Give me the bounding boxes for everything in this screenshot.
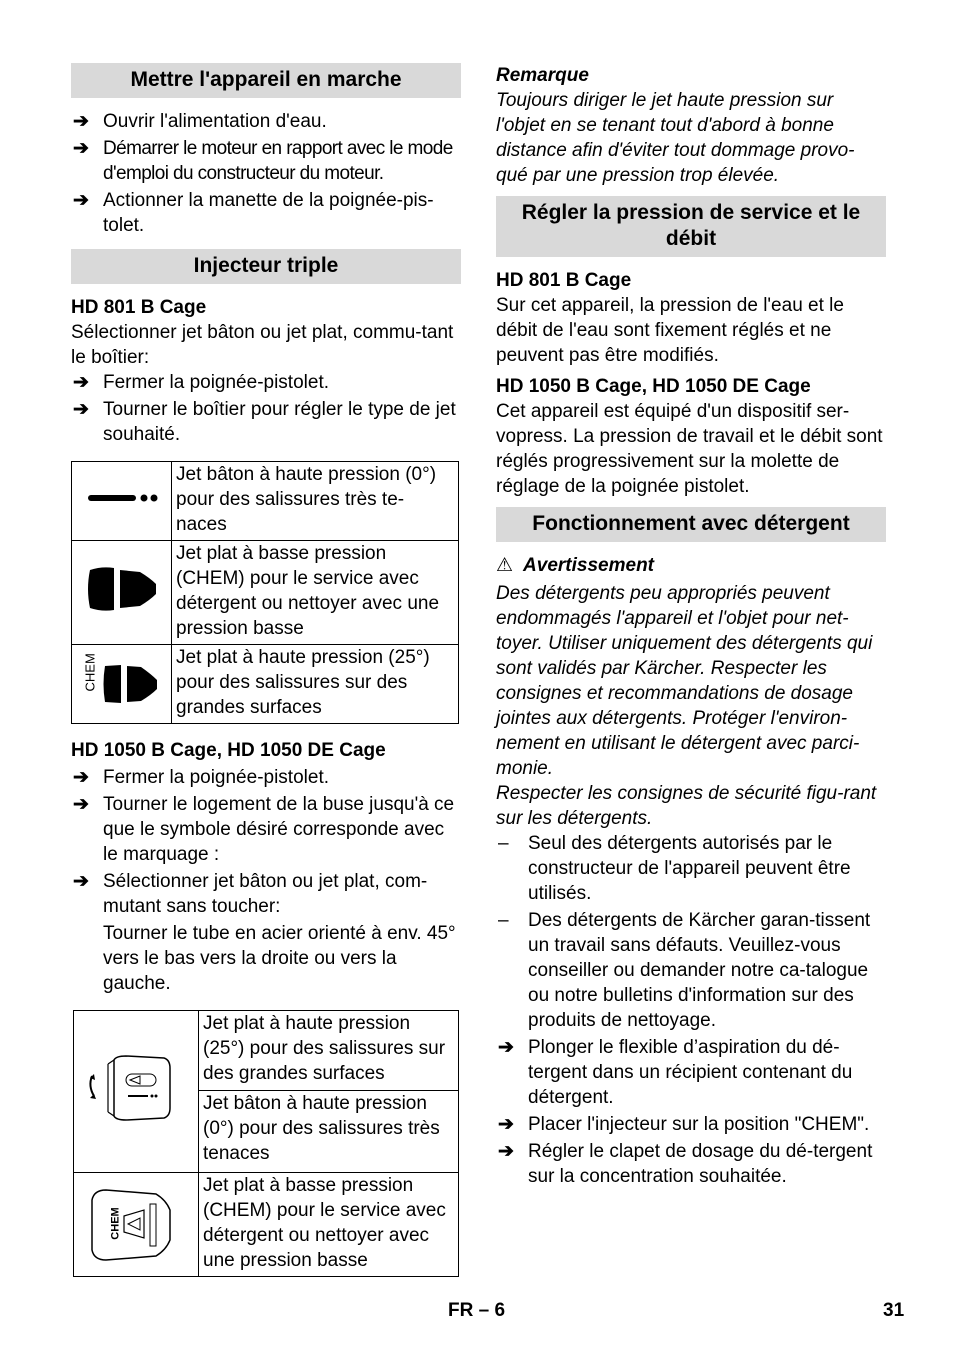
- dash-icon: –: [498, 910, 509, 931]
- instruction-step: ➔ Actionner la manette de la poignée-pis-tolet.: [73, 190, 434, 236]
- instruction-step: ➔ Sélectionner jet bâton ou jet plat, com-mutant sans toucher:: [73, 871, 428, 917]
- paragraph: Cet appareil est équipé d'un dispositif ser-vopress. La pression de travail et le débit sont réglés progressivement sur la molette de réglage de la poignée pistolet.: [496, 401, 883, 497]
- nozzle-table-2: [73, 1010, 459, 1277]
- arrow-icon: ➔: [73, 190, 89, 211]
- arrow-icon: ➔: [73, 399, 89, 420]
- arrow-icon: ➔: [498, 1114, 514, 1135]
- arrow-icon: ➔: [498, 1141, 514, 1162]
- dash-icon: –: [498, 833, 509, 854]
- table-cell: Jet plat à haute pression (25°) pour des salissures sur des grandes surfaces: [199, 1011, 459, 1091]
- table-cell: Jet bâton à haute pression (0°) pour des salissures très te-naces: [172, 462, 459, 541]
- warning-icon: ⚠: [496, 555, 514, 576]
- warning-text: Des détergents peu appropriés peuvent endommagés l'appareil et l'objet pour net-toyer. Utiliser uniquement des détergents qui sont validés par Kärcher. Respecter les consignes et recommandations de dosage jointes aux détergents. Protéger l'environ-nement en utilisant le détergent avec parci-monie.: [496, 583, 873, 779]
- instruction-step: ➔ Ouvrir l'alimentation d'eau.: [73, 111, 327, 132]
- model-heading: HD 801 B Cage: [71, 297, 207, 318]
- instruction-step: ➔ Fermer la poignée-pistolet.: [73, 372, 329, 393]
- chem-label: CHEM: [109, 1206, 122, 1240]
- paragraph: Sélectionner jet bâton ou jet plat, commu-tant le boîtier:: [71, 322, 454, 368]
- left-column: [71, 63, 461, 1277]
- arrow-icon: ➔: [73, 794, 89, 815]
- jet-flat-high-pressure-icon: [72, 645, 172, 724]
- nozzle-rotate-icon: [74, 1011, 199, 1173]
- model-heading: HD 1050 B Cage, HD 1050 DE Cage: [496, 376, 811, 397]
- arrow-icon: ➔: [73, 767, 89, 788]
- jet-pencil-icon: [72, 462, 172, 541]
- list-item: – Des détergents de Kärcher garan-tissent un travail sans défauts. Veuillez-vous conseiller ou demander notre ca-talogue ou notre bulletins d'information sur des produits de nettoyage.: [498, 910, 871, 1031]
- arrow-icon: ➔: [73, 871, 89, 892]
- warning-text: Respecter les consignes de sécurité figu-rant sur les détergents.: [496, 783, 877, 829]
- section-heading-injector: Injecteur triple: [71, 249, 461, 284]
- chem-label: CHEM: [82, 652, 97, 691]
- warning-heading: ⚠ Avertissement: [496, 555, 654, 576]
- model-heading: HD 1050 B Cage, HD 1050 DE Cage: [71, 740, 386, 761]
- table-cell: Jet plat à basse pression (CHEM) pour le service avec détergent ou nettoyer avec une pression basse: [199, 1173, 459, 1277]
- arrow-icon: ➔: [73, 138, 89, 159]
- section-heading-pressure: Régler la pression de service et le débit: [496, 196, 886, 257]
- section-heading-detergent: Fonctionnement avec détergent: [496, 507, 886, 542]
- instruction-step: ➔ Tourner le boîtier pour régler le type de jet souhaité.: [73, 399, 456, 445]
- table-cell: Jet plat à haute pression (25°) pour des salissures sur des grandes surfaces: [172, 645, 459, 724]
- paragraph: Sur cet appareil, la pression de l'eau et le débit de l'eau sont fixement réglés et ne peuvent pas être modifiés.: [496, 295, 844, 366]
- arrow-icon: ➔: [498, 1037, 514, 1058]
- table-cell: Jet plat à basse pression (CHEM) pour le service avec détergent ou nettoyer avec une pression basse: [172, 541, 459, 645]
- nozzle-chem-icon: [74, 1173, 199, 1277]
- nozzle-table-1: [71, 461, 459, 724]
- table-row: [72, 645, 459, 724]
- page-number: 31: [883, 1300, 905, 1321]
- instruction-step: ➔ Fermer la poignée-pistolet.: [73, 767, 329, 788]
- page-label: FR – 6: [448, 1300, 506, 1321]
- right-column: [496, 63, 886, 1189]
- jet-flat-low-pressure-icon: [72, 541, 172, 645]
- table-row: [74, 1011, 459, 1091]
- table-cell: Jet bâton à haute pression (0°) pour des salissures très tenaces: [199, 1091, 459, 1173]
- list-item: – Seul des détergents autorisés par le constructeur de l'appareil peuvent être utilisés.: [498, 833, 851, 904]
- table-row: [72, 541, 459, 645]
- section-heading-start: Mettre l'appareil en marche: [71, 63, 461, 98]
- model-heading: HD 801 B Cage: [496, 270, 632, 291]
- instruction-step: ➔ Placer l'injecteur sur la position "CHEM".: [498, 1114, 870, 1135]
- table-row: [74, 1173, 459, 1277]
- arrow-icon: ➔: [73, 372, 89, 393]
- instruction-step: ➔ Tourner le logement de la buse jusqu'à ce que le symbole désiré corresponde avec le marquage :: [73, 794, 455, 865]
- arrow-icon: ➔: [73, 111, 89, 132]
- paragraph: Tourner le tube en acier orienté à env. 45° vers le bas vers la droite ou vers la gauche.: [103, 923, 456, 994]
- instruction-step: ➔ Régler le clapet de dosage du dé-tergent sur la concentration souhaitée.: [498, 1141, 873, 1187]
- note-heading: Remarque: [496, 65, 589, 86]
- table-row: [72, 462, 459, 541]
- instruction-step: ➔ Démarrer le moteur en rapport avec le mode d'emploi du constructeur du moteur.: [73, 138, 453, 184]
- note-text: Toujours diriger le jet haute pression sur l'objet en se tenant tout d'abord à bonne distance afin d'éviter tout dommage provo-qué par une pression trop élevée.: [496, 90, 855, 186]
- instruction-step: ➔ Plonger le flexible d’aspiration du dé-tergent dans un récipient contenant du détergent.: [498, 1037, 853, 1108]
